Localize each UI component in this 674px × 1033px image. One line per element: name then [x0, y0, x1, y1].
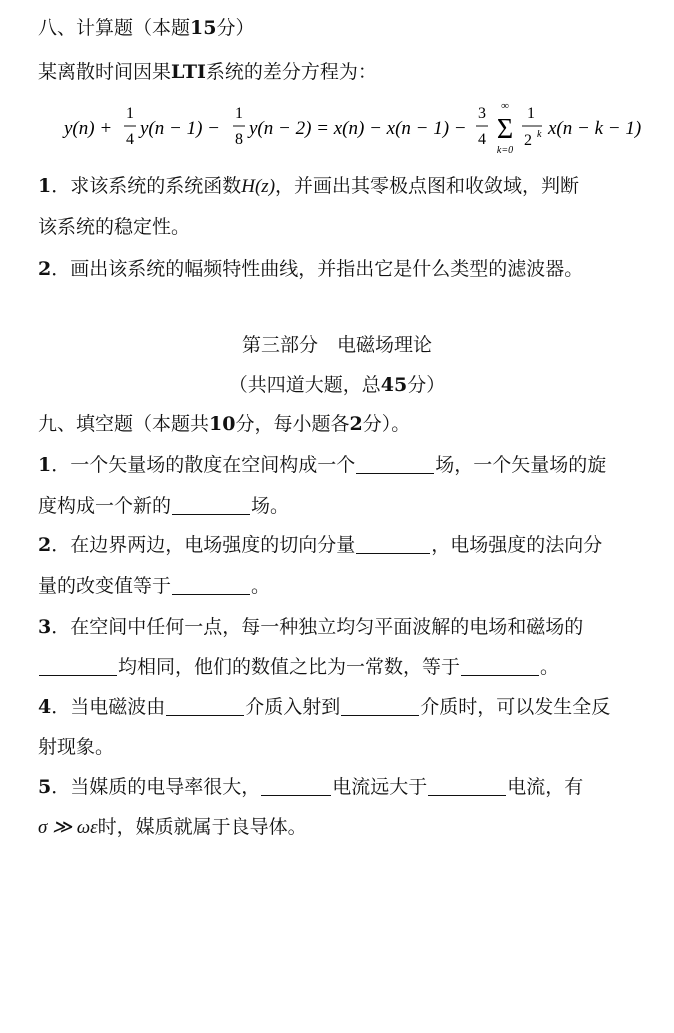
- sec8-intro-lti: LTI: [171, 61, 206, 83]
- sec9-q2-num: 2: [38, 534, 52, 556]
- part3-title: 第三部分 电磁场理论: [241, 334, 432, 356]
- sec8-q1-b: ，并画出其零极点图和收敛域，判断: [275, 175, 580, 197]
- sec9-q2-b: ，电场强度的法向分: [431, 534, 603, 556]
- sec8-intro-a: 某离散时间因果: [38, 61, 172, 83]
- sec9-q3-b: 均相同，他们的数值之比为一常数，等于: [118, 656, 461, 678]
- sec9-q4: [38, 693, 610, 721]
- sec9-q3-num: 3: [38, 616, 52, 638]
- sec9-title-each: 2: [349, 413, 363, 435]
- sec9-q4-b: 介质入射到: [245, 696, 341, 718]
- sec8-title: [38, 14, 254, 42]
- sec8-title-score: 15: [190, 17, 217, 39]
- sec9-q1-blank1[interactable]: [356, 453, 434, 474]
- sec9-q1-cont: [38, 492, 289, 520]
- sec8-q2-text: ．画出该系统的幅频特性曲线，并指出它是什么类型的滤波器。: [51, 258, 584, 280]
- sec8-q1-num: 1: [38, 175, 52, 197]
- sec9-q5-cond: σ ≫ ωε: [38, 817, 98, 838]
- sec9-q3-c: 。: [540, 656, 560, 678]
- eq-frac1-den: 4: [126, 131, 134, 148]
- sec9-title-c: 分）。: [362, 413, 411, 435]
- eq-lhs2: y(n − 1) −: [140, 118, 220, 139]
- sec9-q1-num: 1: [38, 454, 52, 476]
- sec9-q2-blank2[interactable]: [172, 574, 250, 595]
- sec9-q5-a: ．当媒质的电导率很大，: [51, 776, 261, 798]
- sec8-intro: [38, 58, 377, 86]
- eq-lhs3: y(n − 2) = x(n) − x(n − 1) −: [249, 118, 467, 139]
- sec9-q3-cont: [38, 653, 559, 681]
- part3-sub-b: 分）: [407, 374, 446, 396]
- sec9-q3-a: ．在空间中任何一点，每一种独立均匀平面波解的电场和磁场的: [51, 616, 584, 638]
- sec9-q5: [38, 773, 583, 801]
- sec8-q2-num: 2: [38, 258, 52, 280]
- eq-sum-sym: Σ: [496, 114, 514, 145]
- sec9-q1-d: 场。: [251, 495, 290, 517]
- sec9-q2-c: 量的改变值等于: [38, 575, 172, 597]
- eq-sum-bot: k=0: [496, 145, 514, 156]
- sec9-q5-cont: [38, 813, 307, 842]
- sec9-q5-blank1[interactable]: [261, 775, 331, 796]
- eq-frac3-num: 3: [478, 105, 486, 122]
- sec9-q5-c: 电流，有: [507, 776, 584, 798]
- sec9-q1-blank2[interactable]: [172, 494, 250, 515]
- sec9-q2-blank1[interactable]: [356, 533, 430, 554]
- sec9-q4-num: 4: [38, 696, 52, 718]
- sec9-q4-c: 介质时，可以发生全反: [420, 696, 611, 718]
- sec9-q1: [38, 451, 606, 479]
- eq-lhs1: y(n) +: [64, 118, 113, 139]
- sec9-q3-blank2[interactable]: [461, 655, 539, 676]
- sec9-q5-b: 电流远大于: [332, 776, 428, 798]
- sec9-q3: [38, 613, 583, 641]
- eq-frac1-num: 1: [126, 105, 134, 122]
- sec9-q3-blank1[interactable]: [39, 655, 117, 676]
- sec9-q1-c: 度构成一个新的: [38, 495, 172, 517]
- sec9-title: [38, 410, 410, 438]
- sec9-q2-cont: [38, 572, 270, 600]
- sec9-title-a: 九、填空题（本题共: [38, 413, 210, 435]
- sec9-q4-blank2[interactable]: [341, 695, 419, 716]
- part3-sub-a: （共四道大题，总: [228, 374, 381, 396]
- sec9-title-score: 10: [209, 413, 236, 435]
- sec9-q5-blank2[interactable]: [428, 775, 506, 796]
- part3-subtitle: [0, 371, 674, 399]
- sec8-title-suffix: 分）: [216, 17, 255, 39]
- sec9-q2-d: 。: [251, 575, 271, 597]
- eq-frac3-den: 4: [478, 131, 486, 148]
- sec8-q1-cont: 该系统的稳定性。: [38, 216, 191, 238]
- sec9-q4-blank1[interactable]: [166, 695, 244, 716]
- eq-frac4-den: 2: [524, 132, 532, 149]
- sec8-q2: [38, 255, 583, 283]
- sec9-q4-cont: 射现象。: [38, 736, 115, 758]
- part3-sub-score: 45: [380, 374, 408, 396]
- sec9-q1-b: 场，一个矢量场的旋: [435, 454, 607, 476]
- sec9-q5-num: 5: [38, 776, 52, 798]
- sec9-q5-d: 时，媒质就属于良导体。: [97, 816, 307, 838]
- sec8-q1-func: H(z): [241, 176, 276, 197]
- eq-frac4-num: 1: [527, 105, 535, 122]
- sec9-q1-a: ．一个矢量场的散度在空间构成一个: [51, 454, 356, 476]
- sec9-title-b: 分，每小题各: [235, 413, 350, 435]
- eq-rhs-end: x(n − k − 1): [548, 118, 642, 139]
- sec9-q2: [38, 531, 602, 559]
- sec9-q4-a: ．当电磁波由: [51, 696, 166, 718]
- eq-sum-top: ∞: [501, 100, 509, 112]
- sec8-title-prefix: 八、计算题（本题: [38, 17, 191, 39]
- sec8-intro-b: 系统的差分方程为：: [205, 61, 377, 83]
- eq-frac2-num: 1: [235, 105, 243, 122]
- sec8-q1: [38, 172, 579, 201]
- eq-frac4-exp: k: [537, 129, 542, 140]
- sec9-q2-a: ．在边界两边，电场强度的切向分量: [51, 534, 356, 556]
- difference-equation: [64, 98, 642, 160]
- eq-frac2-den: 8: [235, 131, 243, 148]
- sec8-q1-a: ．求该系统的系统函数: [51, 175, 242, 197]
